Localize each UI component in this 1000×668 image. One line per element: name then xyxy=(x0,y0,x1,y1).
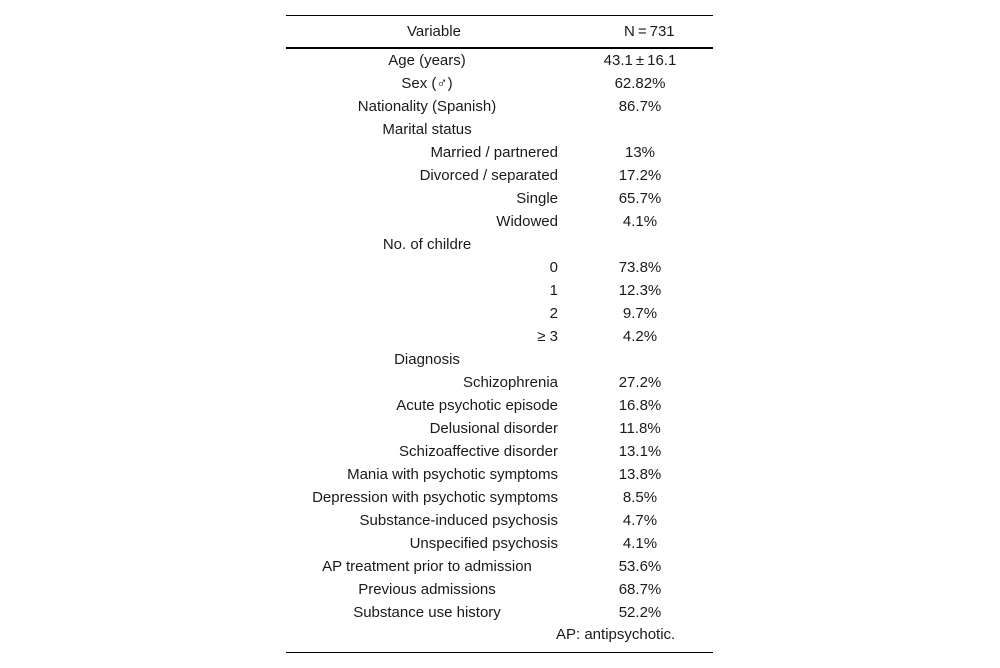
row-value: 68.7% xyxy=(618,581,662,598)
row-value: 4.2% xyxy=(622,328,658,345)
header-n: N = 731 xyxy=(624,23,675,40)
row-value: 53.6% xyxy=(618,558,662,575)
row-value: 13.8% xyxy=(618,466,662,483)
row-value: 4.1% xyxy=(622,213,658,230)
row-value: 11.8% xyxy=(619,420,661,437)
row-label: Previous admissions xyxy=(358,581,496,598)
row-label: Depression with psychotic symptoms xyxy=(312,489,558,506)
row-value: 4.1% xyxy=(622,535,658,552)
row-label: 1 xyxy=(549,282,558,299)
row-label: Substance-induced psychosis xyxy=(359,512,558,529)
row-label: AP treatment prior to admission xyxy=(322,558,532,575)
row-label: Sex (♂) xyxy=(401,75,453,92)
table-bottom-rule xyxy=(286,652,713,653)
row-label: Delusional disorder xyxy=(429,420,558,437)
row-value: 43.1 ± 16.1 xyxy=(603,52,677,69)
row-label: Diagnosis xyxy=(394,351,460,368)
row-label: Schizophrenia xyxy=(462,374,558,391)
row-value: 4.7% xyxy=(622,512,658,529)
row-label: Widowed xyxy=(496,213,558,230)
row-value: 13.1% xyxy=(618,443,662,460)
table-footnote: AP: antipsychotic. xyxy=(556,626,676,643)
row-value: 62.82% xyxy=(614,75,666,92)
row-value: 16.8% xyxy=(618,397,662,414)
row-label: ≥ 3 xyxy=(537,328,558,345)
row-value: 27.2% xyxy=(618,374,662,391)
row-label: Schizoaffective disorder xyxy=(399,443,558,460)
row-value: 52.2% xyxy=(618,604,662,621)
row-value: 73.8% xyxy=(618,259,662,276)
row-label: No. of childre xyxy=(382,236,472,253)
header-variable: Variable xyxy=(407,23,461,40)
row-label: 2 xyxy=(549,305,558,322)
row-label: Single xyxy=(516,190,558,207)
row-label: Age (years) xyxy=(388,52,466,69)
row-value: 8.5% xyxy=(622,489,658,506)
table-header-rule xyxy=(286,47,713,49)
table-top-rule xyxy=(286,15,713,16)
row-label: Nationality (Spanish) xyxy=(357,98,497,115)
row-value: 86.7% xyxy=(618,98,662,115)
row-value: 13% xyxy=(624,144,656,161)
row-value: 9.7% xyxy=(622,305,658,322)
row-value: 17.2% xyxy=(618,167,662,184)
row-label: Married / partnered xyxy=(430,144,558,161)
row-label: Divorced / separated xyxy=(419,167,558,184)
row-value: 65.7% xyxy=(618,190,662,207)
row-label: 0 xyxy=(549,259,558,276)
row-label: Unspecified psychosis xyxy=(409,535,558,552)
row-label: Acute psychotic episode xyxy=(396,397,558,414)
row-label: Marital status xyxy=(382,121,472,138)
row-value: 12.3% xyxy=(618,282,662,299)
row-label: Mania with psychotic symptoms xyxy=(347,466,558,483)
row-label: Substance use history xyxy=(353,604,501,621)
